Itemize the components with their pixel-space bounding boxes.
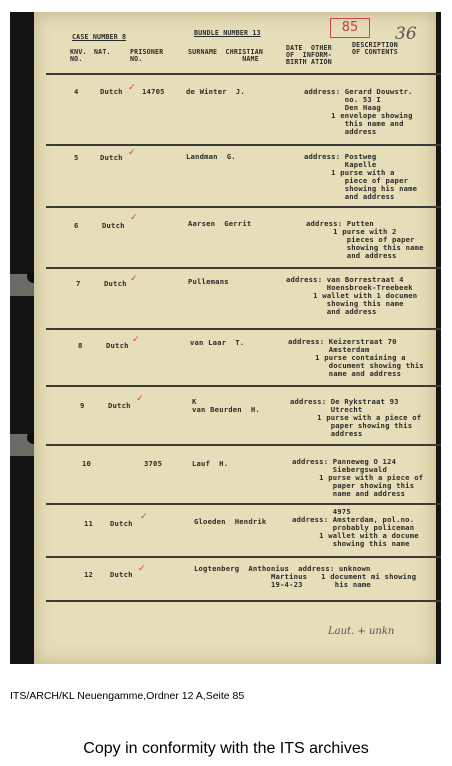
row-rule <box>46 328 441 330</box>
entry-number: 12 <box>84 570 94 579</box>
entry-number: 5 <box>74 153 79 162</box>
entry-nationality: Dutch <box>110 519 133 528</box>
col-surname-header: SURNAME CHRISTIAN NAME <box>188 48 264 64</box>
checkmark-icon: ✓ <box>140 512 148 522</box>
header-rule <box>46 73 441 75</box>
col-nat-header: NAT. <box>94 48 111 56</box>
handwritten-note: Laut. + unkn <box>328 626 395 637</box>
entry-nationality: Dutch <box>108 401 131 410</box>
entry-nationality: Dutch <box>104 279 127 288</box>
row-rule <box>46 444 441 446</box>
col-knv-header: KNV. NO. <box>70 48 87 64</box>
conformity-footer: Copy in conformity with the ITS archives <box>83 740 369 757</box>
col-desc-header: DESCRIPTION OF CONTENTS <box>352 41 398 57</box>
entry-info: address: De Rykstraat 93 Utrecht 1 purse with a piece of paper showing this address <box>290 397 422 438</box>
entry-number: 4 <box>74 87 79 96</box>
entry-info: address: Putten 1 purse with 2 pieces of paper showing this name and address <box>306 219 424 260</box>
entry-name: Logtenberg Anthonius address: unknown Martinus 19-4-23 <box>194 564 371 589</box>
checkmark-icon: ✓ <box>132 335 140 345</box>
col-date-header: DATE OTHER OF INFORM- BIRTH ATION <box>286 44 332 67</box>
scanned-document <box>10 12 441 664</box>
entry-info: 4975 address: Amsterdam, pol.no. probably policeman 1 wallet with a docume showing this name <box>292 507 419 548</box>
page-stamp: 85 <box>330 18 370 38</box>
row-rule <box>46 267 441 269</box>
entry-info: 1 document mi showing his name <box>321 572 417 589</box>
row-rule <box>46 144 441 146</box>
entry-number: 11 <box>84 519 94 528</box>
entry-number: 10 <box>82 459 92 468</box>
checkmark-icon: ✓ <box>136 394 144 404</box>
entry-name: de Winter J. <box>186 87 245 96</box>
checkmark-icon: ✓ <box>128 148 136 158</box>
entry-info: address: Gerard Douwstr. no. 53 I Den Haag 1 envelope showing this name and address <box>304 87 413 136</box>
entry-name: Gloeden Hendrik <box>194 517 267 526</box>
entry-nationality: Dutch <box>100 87 123 96</box>
entry-info: address: Panneweg O 124 Siebergswald 1 purse with a piece of paper showing this name and address <box>292 457 424 498</box>
entry-nationality: Dutch <box>100 153 123 162</box>
row-rule <box>46 556 441 558</box>
row-rule <box>46 503 441 505</box>
entry-number: 8 <box>78 341 83 350</box>
entry-name: van Laar T. <box>190 338 245 347</box>
entry-name: Lauf H. <box>192 459 229 468</box>
entry-number: 6 <box>74 221 79 230</box>
entry-name: Pullemans <box>188 277 229 286</box>
page-number: 36 <box>395 24 417 44</box>
checkmark-icon: ✓ <box>128 83 136 93</box>
checkmark-icon: ✓ <box>130 213 138 223</box>
entry-prisoner-no: 3705 <box>144 459 163 468</box>
row-rule <box>46 385 441 387</box>
entry-name: K van Beurden H. <box>192 397 260 414</box>
entry-info: address: van Borrestraat 4 Hoensbroek-Treebeek 1 wallet with 1 documen showing this name and address <box>286 275 418 316</box>
entry-name: Aarsen Gerrit <box>188 219 252 228</box>
checkmark-icon: ✓ <box>138 564 146 574</box>
checkmark-icon: ✓ <box>130 274 138 284</box>
entry-prisoner-no: 14705 <box>142 87 165 96</box>
entry-info: address: Keizerstraat 70 Amsterdam 1 purse containing a document showing this name and address <box>288 337 424 378</box>
row-rule <box>46 600 441 602</box>
entry-info: address: Postweg Kapelle 1 purse with a piece of paper showing his name and address <box>304 152 418 201</box>
entry-number: 9 <box>80 401 85 410</box>
archive-reference: ITS/ARCH/KL Neuengamme,Ordner 12 A,Seite 85 <box>10 690 245 702</box>
entry-nationality: Dutch <box>106 341 129 350</box>
entry-nationality: Dutch <box>110 570 133 579</box>
row-rule <box>46 206 441 208</box>
entry-nationality: Dutch <box>102 221 125 230</box>
bundle-number: BUNDLE NUMBER 13 <box>194 29 261 37</box>
col-prisoner-header: PRISONER NO. <box>130 48 164 64</box>
entry-number: 7 <box>76 279 81 288</box>
case-number: CASE NUMBER 8 <box>72 33 127 41</box>
entry-name: Landman G. <box>186 152 236 161</box>
